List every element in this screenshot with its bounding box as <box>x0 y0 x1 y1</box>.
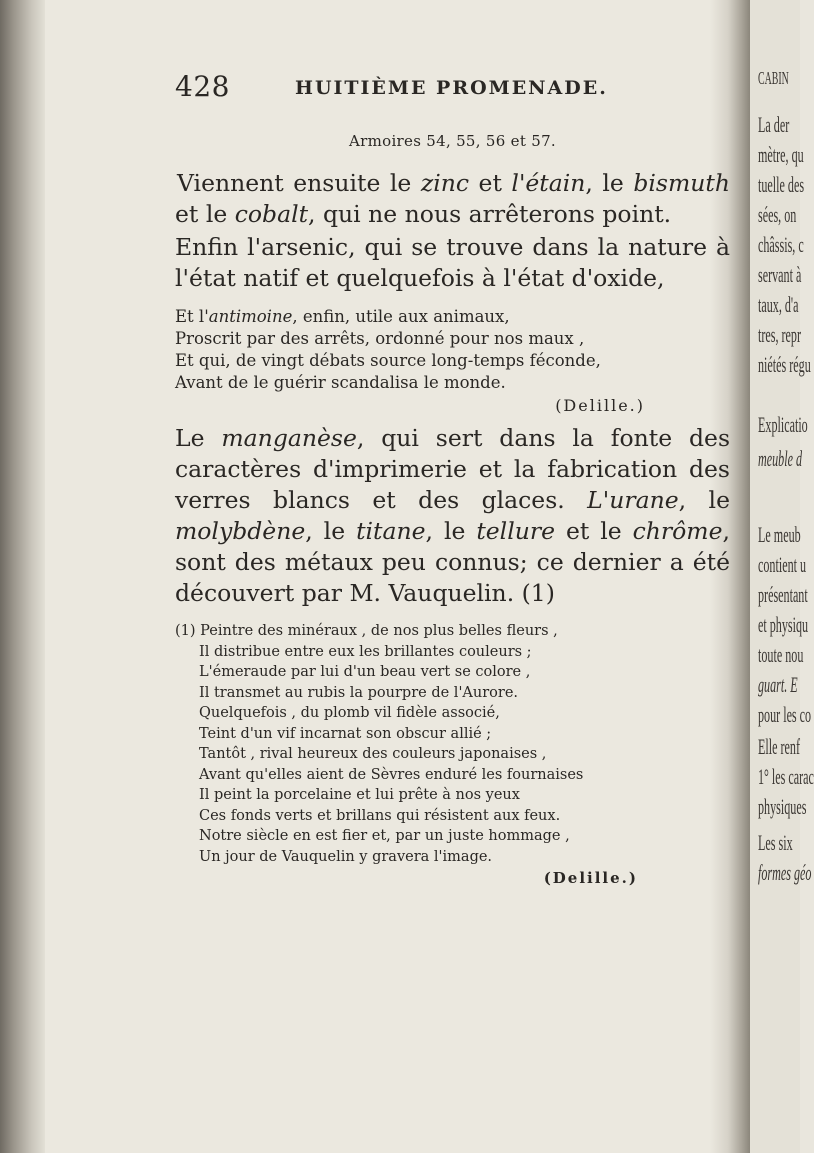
text-run: et le <box>175 200 235 228</box>
text-run: et <box>469 169 512 197</box>
text-run: , le <box>585 169 634 197</box>
right-page-fragment: toute nou <box>758 642 804 667</box>
right-page-fragment: pour les co <box>758 702 812 727</box>
right-page-fragment: taux, d'a <box>758 292 799 317</box>
text-run: , enfin, utile aux animaux, <box>292 307 510 326</box>
term-molybdene: molybdène <box>175 517 306 545</box>
right-page-fragment: physiques <box>758 794 807 819</box>
book-binding-left <box>0 0 45 1153</box>
right-page-fragment: contient u <box>758 552 807 577</box>
paragraph-arsenic: Enfin l'arsenic, qui se trouve dans la nature à l'état natif et quelquefois à l'état d'oxide, <box>175 233 730 292</box>
poem-line: Avant de le guérir scandalisa le monde. <box>175 373 506 392</box>
page-number: 428 <box>175 70 230 103</box>
footnote-line: Il transmet au rubis la pourpre de l'Aurore. <box>199 684 519 701</box>
term-zinc: zinc <box>420 169 470 197</box>
term-urane: L'urane <box>587 486 679 514</box>
poem-antimoine <box>175 306 730 394</box>
footnote <box>175 621 730 867</box>
footnote-line: L'émeraude par lui d'un beau vert se colore , <box>199 664 531 680</box>
right-page-fragment: et physiqu <box>758 612 809 637</box>
right-page-fragment: Elle renf <box>758 734 800 759</box>
page-content <box>175 70 730 887</box>
section-caption: Armoires 54, 55, 56 et 57. <box>349 132 556 150</box>
text-run: , le <box>305 517 357 545</box>
footnote-line: Il peint la porcelaine et lui prête à nos yeux <box>199 787 520 803</box>
footnote-line: Ces fonds verts et brillans qui résistent aux feux. <box>199 807 561 824</box>
right-page-fragment: mètre, qu <box>758 142 804 167</box>
right-page-fragment: CABIN <box>758 68 789 88</box>
footnote-line: Il distribue entre eux les brillantes couleurs ; <box>199 643 532 660</box>
text-run: , sont des métaux peu connus; ce dernier a été découvert par M. Vauquelin. (1) <box>175 517 730 607</box>
term-manganese: manganèse <box>221 424 357 452</box>
running-head <box>175 70 730 110</box>
text-run: Le <box>175 424 222 452</box>
text-run: , le <box>425 517 477 545</box>
right-page-fragment: 1° les carac <box>758 764 814 789</box>
right-page-fragment: meuble d <box>758 446 803 471</box>
right-page-fragment: guart. E <box>758 672 798 697</box>
right-page-fragment: Le meub <box>758 522 801 547</box>
paragraph-manganese <box>175 423 730 609</box>
adjacent-page-fragment <box>750 0 814 1153</box>
footnote-line: Quelquefois , du plomb vil fidèle associé, <box>199 705 500 721</box>
term-bismuth: bismuth <box>633 169 730 197</box>
text-run: Et l' <box>175 307 209 326</box>
right-page-fragment: Les six <box>758 830 793 855</box>
term-antimoine: antimoine <box>208 307 293 326</box>
text-run: , qui ne nous arrêterons point. <box>308 200 672 228</box>
term-titane: titane <box>356 517 426 545</box>
right-page-fragment: tuelle des <box>758 172 805 197</box>
footnote-line: Teint d'un vif incarnat son obscur allié ; <box>199 725 492 742</box>
term-cobalt: cobalt <box>234 200 309 228</box>
poem-line: Proscrit par des arrêts, ordonné pour nos maux , <box>175 329 585 348</box>
term-tellure: tellure <box>476 517 555 545</box>
footnote-line: Un jour de Vauquelin y gravera l'image. <box>199 848 493 865</box>
text-run: Viennent ensuite le <box>177 169 421 197</box>
chapter-title: HUITIÈME PROMENADE. <box>295 77 608 99</box>
right-page-fragment: présentant <box>758 582 808 607</box>
right-page-fragment: sées, on <box>758 202 797 227</box>
right-page-fragment: servant à <box>758 262 802 287</box>
footnote-line: Avant qu'elles aient de Sèvres enduré les fournaises <box>199 766 584 783</box>
right-page-fragment: La der <box>758 112 790 137</box>
right-page-fragment: formes géo <box>758 860 812 885</box>
right-page-fragment: tres, repr <box>758 322 802 347</box>
footnote-line: Tantôt , rival heureux des couleurs japonaises , <box>199 746 547 762</box>
footnote-line: Notre siècle en est fier et, par un juste hommage , <box>199 828 570 844</box>
paragraph-metals <box>175 168 730 230</box>
poem-line <box>175 306 730 328</box>
text-run: , le <box>678 486 730 514</box>
footnote-line: (1) Peintre des minéraux , de nos plus belles fleurs , <box>175 623 558 639</box>
text-run: et le <box>555 517 633 545</box>
text-run: , qui sert dans la fonte des caractères d'imprimerie et la fabrication des verres blancs et des glaces. <box>175 424 731 514</box>
footnote-attribution: (Delille.) <box>543 869 638 887</box>
term-etain: l'étain <box>511 169 586 197</box>
right-page-fragment: niétés régu <box>758 352 811 377</box>
poem-attribution: (Delille.) <box>555 396 645 415</box>
right-page-fragment: châssis, c <box>758 232 804 257</box>
term-chrome: chrôme <box>632 517 723 545</box>
poem-line: Et qui, de vingt débats source long-temps féconde, <box>175 351 601 370</box>
right-page-fragment: Explicatio <box>758 412 808 437</box>
